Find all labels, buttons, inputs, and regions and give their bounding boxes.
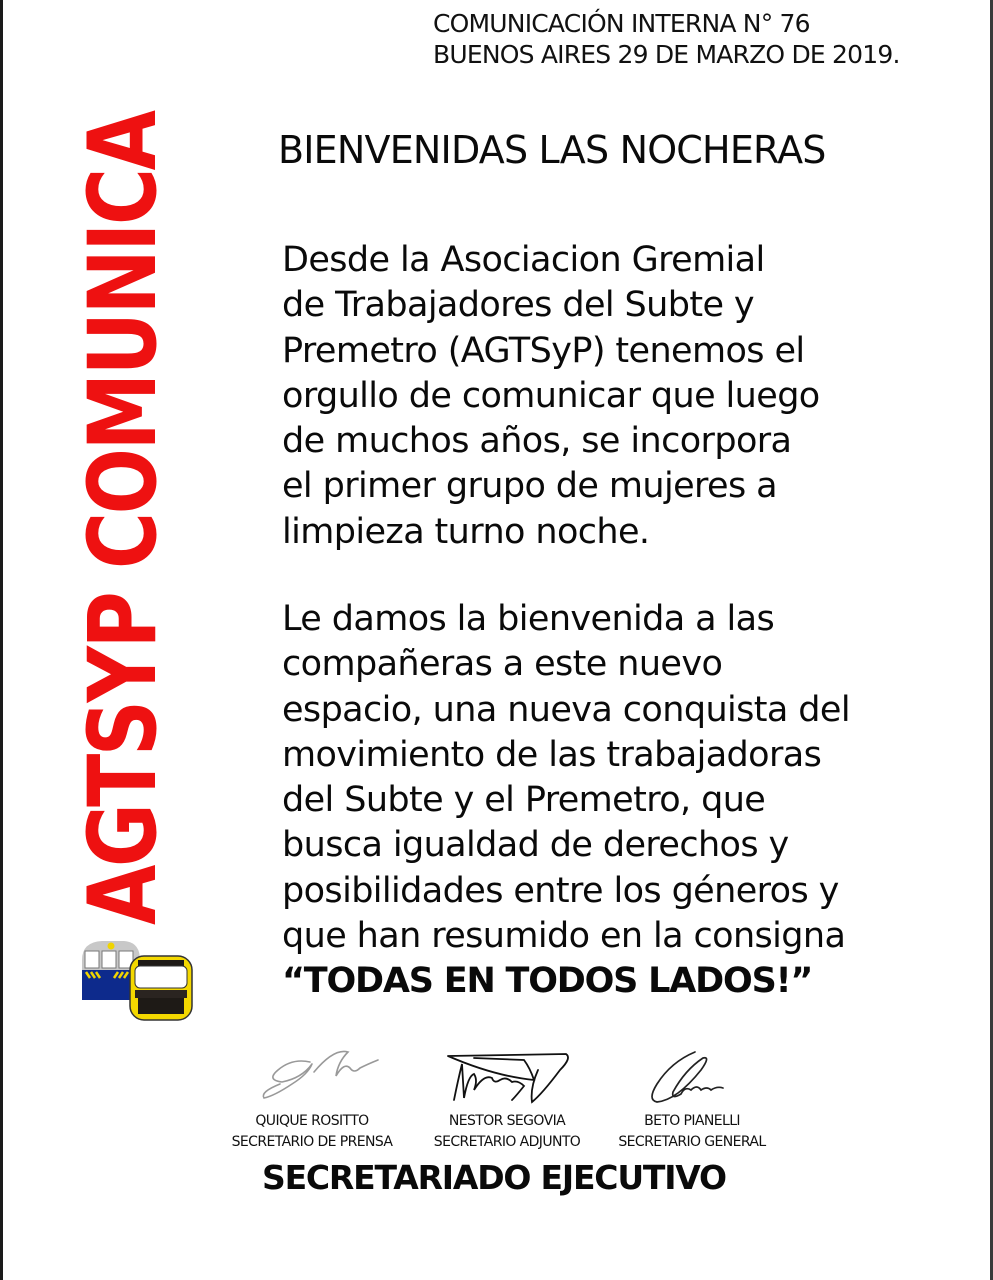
paragraph-line: el primer grupo de mujeres a [282,466,777,507]
date-location: BUENOS AIRES 29 DE MARZO DE 2019. [433,40,900,69]
paragraph-line: orgullo de comunicar que luego [282,375,820,416]
signatory-pianelli [607,1111,777,1153]
logo-text: AGTSYP COMUNICA [69,112,178,925]
signature-segovia-icon [434,1040,584,1112]
paragraph-line: Desde la Asociacion Gremial [282,240,765,280]
subway-train-icon [80,938,194,1022]
paragraph-line: espacio, una nueva conquista del [282,689,850,730]
paragraph-welcome [282,597,850,1005]
signatory-role: SECRETARIO ADJUNTO [433,1134,581,1150]
paragraph-line: busca igualdad de derechos y [282,825,789,866]
signature-rositto-icon [252,1040,392,1110]
paragraph-line: que han resumido en la consigna [282,916,846,957]
train-logo-icons [80,938,194,1022]
paragraph-intro [282,238,820,555]
signatory-name: QUIQUE ROSITTO [255,1113,369,1129]
executive-secretariat: SECRETARIADO EJECUTIVO [262,1158,726,1197]
page-title: BIENVENIDAS LAS NOCHERAS [278,128,826,172]
signatory-name: NESTOR SEGOVIA [448,1113,566,1129]
agtsyp-comunica-logo [69,112,178,925]
signatory-rositto [222,1111,402,1153]
slogan: “TODAS EN TODOS LADOS!” [282,961,813,1002]
paragraph-line: del Subte y el Premetro, que [282,780,766,821]
paragraph-line: Premetro (AGTSyP) tenemos el [282,330,805,371]
signatory-segovia [417,1111,597,1153]
left-border [0,0,3,1280]
paragraph-line: limpieza turno noche. [282,511,650,552]
signatures [222,1038,782,1118]
premetro-tram-icon [130,956,192,1020]
signatory-role: SECRETARIO GENERAL [618,1134,766,1150]
communication-number: COMUNICACIÓN INTERNA N° 76 [433,9,810,38]
paragraph-line: Le damos la bienvenida a las [282,599,775,639]
paragraph-line: compañeras a este nuevo [282,644,723,685]
signatory-name: BETO PIANELLI [644,1113,740,1129]
paragraph-line: posibilidades entre los géneros y [282,870,839,911]
paragraph-line: de muchos años, se incorpora [282,421,792,462]
paragraph-line: movimiento de las trabajadoras [282,734,822,775]
signatory-role: SECRETARIO DE PRENSA [231,1134,393,1150]
document-header [433,8,900,70]
paragraph-line: de Trabajadores del Subte y [282,285,755,326]
signature-pianelli-icon [627,1040,747,1112]
